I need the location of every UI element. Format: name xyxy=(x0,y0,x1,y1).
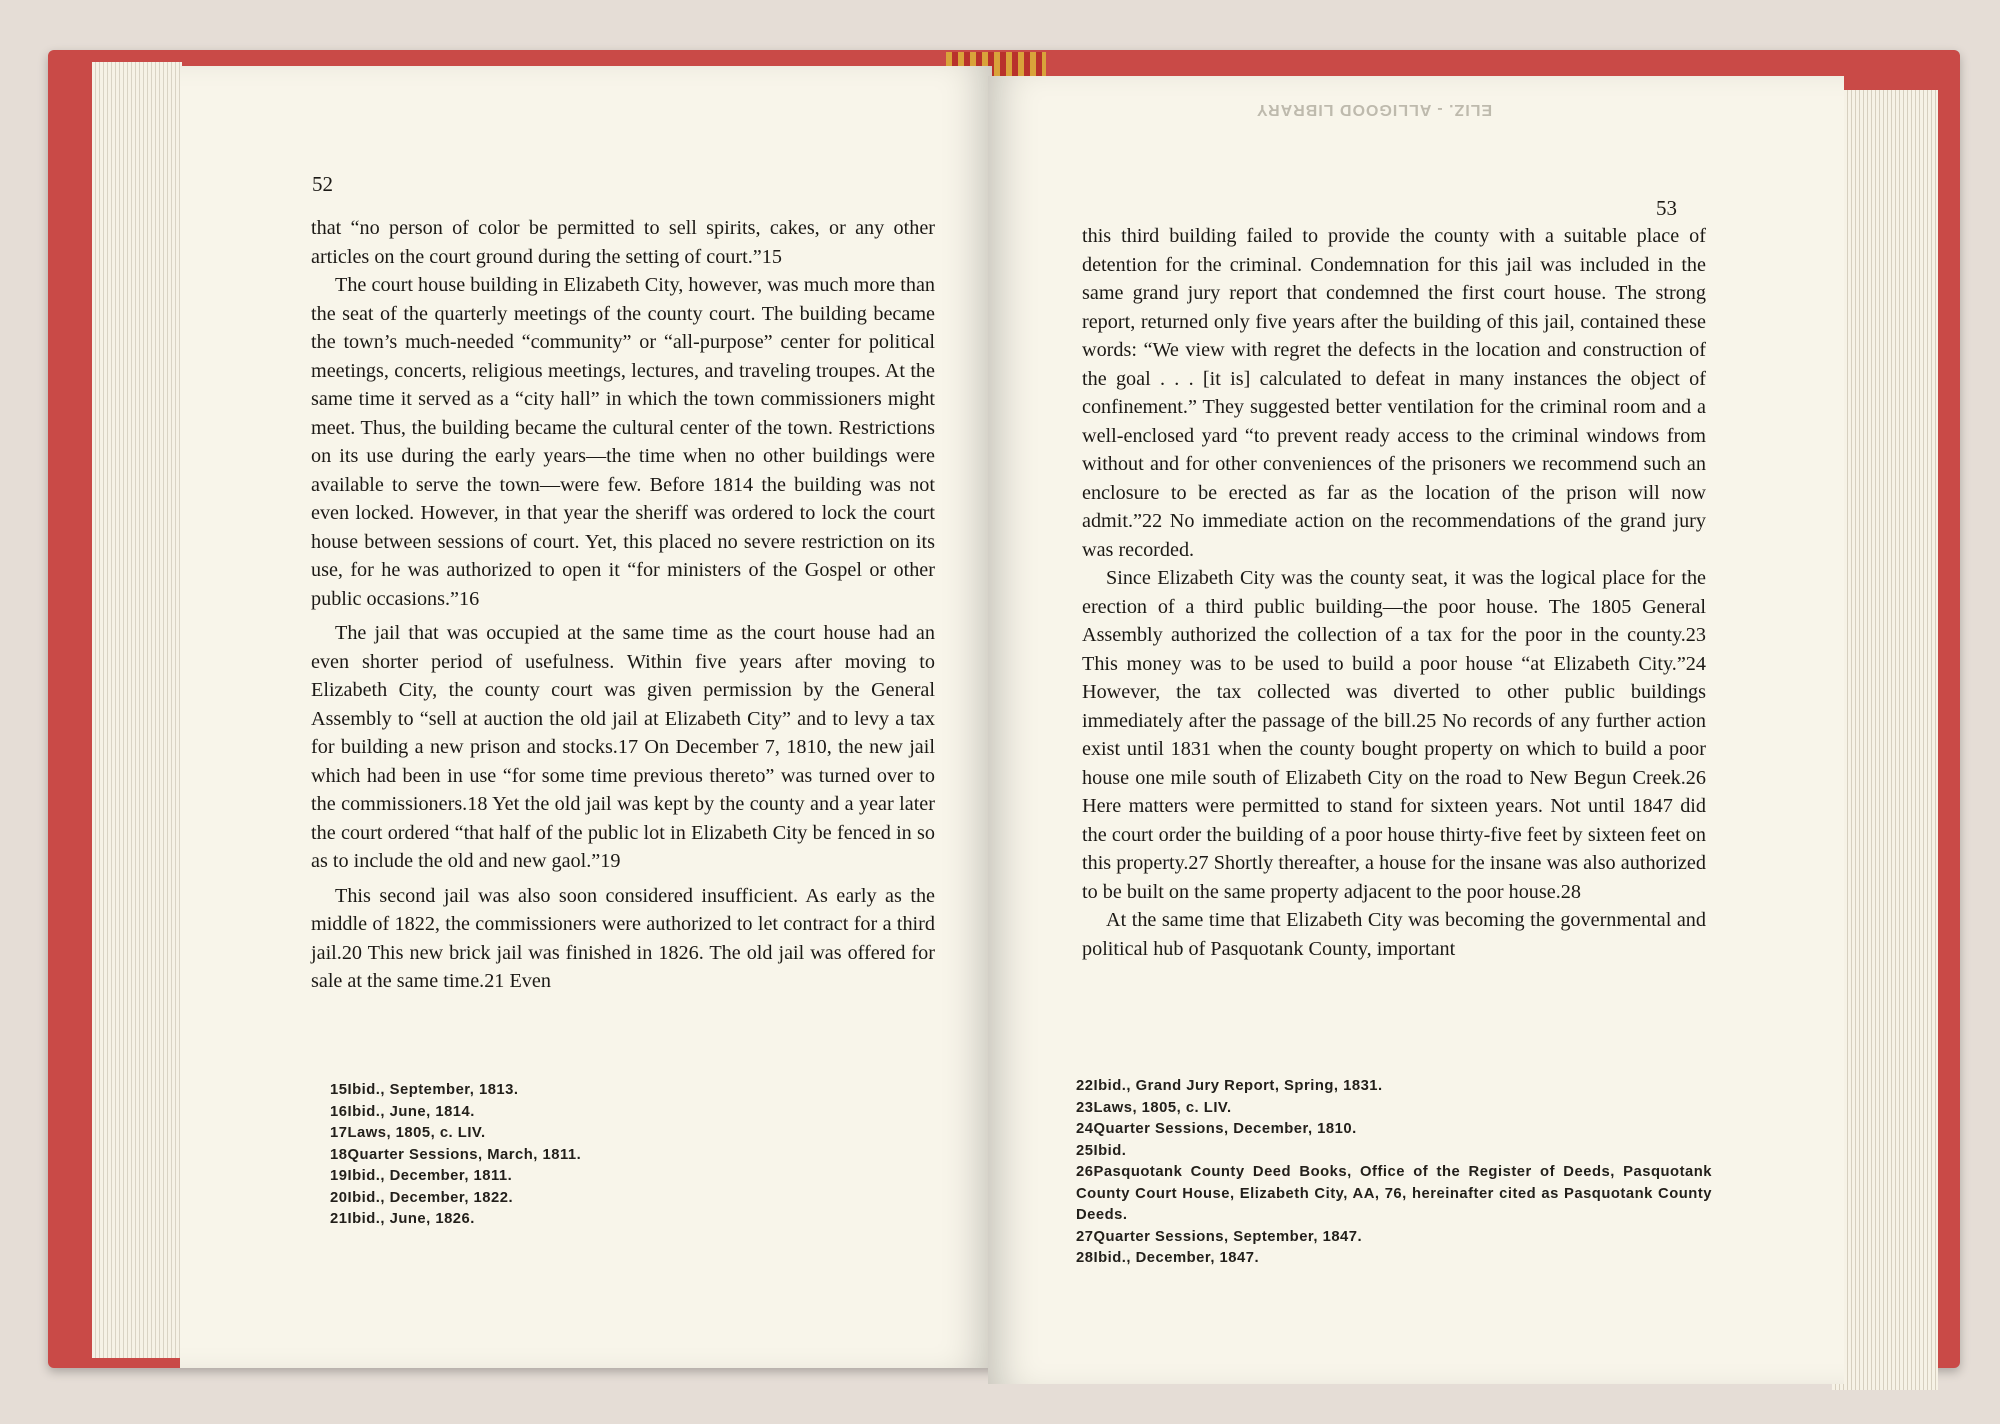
bleed-through-text: ELIZ. - ALLIGOOD LIBRARY xyxy=(1256,101,1493,118)
paragraph: The court house building in Elizabeth City, however, was much more than the seat of the quarterly meetings of the county court. The building became the town’s much-needed “community” or “all-purpose” center for political meetings, concerts, religious meetings, lectures, and traveling troupes. At the same time it served as a “city hall” in which the town commissioners might meet. Thus, the building became the cultural center of the town. Restrictions on its use during the early years—the time when no other buildings were available to serve the town—were few. Before 1814 the building was not even locked. However, in that year the sheriff was ordered to lock the court house between sessions of court. Yet, this placed no severe restriction on its use, for he was authorized to open it “for ministers of the Gospel or other public occasions.”16 xyxy=(311,274,935,610)
footnote: 21Ibid., June, 1826. xyxy=(330,1211,475,1227)
paragraph: Since Elizabeth City was the county seat, it was the logical place for the erection of a third public building—the poor house. The 1805 General Assembly authorized the collection of a tax for the poor in the county.23 This money was to be used to build a poor house “at Elizabeth City.”24 However, the tax collected was diverted to other public buildings immediately after the passage of the bill.25 No records of any further action exist until 1831 when the county bought property on which to build a poor house one mile south of Elizabeth City on the road to New Begun Creek.26 Here matters were permitted to stand for sixteen years. Not until 1847 did the court order the building of a poor house thirty-five feet by sixteen feet on this property.27 Shortly thereafter, a house for the insane was also authorized to be built on the same property adjacent to the poor house.28 xyxy=(1082,567,1706,903)
footnote: 16Ibid., June, 1814. xyxy=(330,1103,475,1120)
body-text xyxy=(1082,222,1706,963)
footnote: 19Ibid., December, 1811. xyxy=(330,1168,513,1184)
footnote: 22Ibid., Grand Jury Report, Spring, 1831. xyxy=(1076,1078,1383,1094)
paragraph: The jail that was occupied at the same time as the court house had an even shorter period of usefulness. Within five years after moving to Elizabeth City, the county court was given permission by the General Assembly to “sell at auction the old jail at Elizabeth City” and to levy a tax for building a new prison and stocks.17 On December 7, 1810, the new jail which had been in use “for some time previous thereto” was turned over to the commissioners.18 Yet the old jail was kept by the county and a year later the court ordered “that half of the public lot in Elizabeth City be fenced in so as to include the old and new gaol.”19 xyxy=(311,622,935,872)
footnote: 18Quarter Sessions, March, 1811. xyxy=(330,1146,582,1163)
page-number: 52 xyxy=(312,172,333,196)
footnote: 27Quarter Sessions, September, 1847. xyxy=(1076,1228,1363,1245)
footnote: 25Ibid. xyxy=(1076,1142,1127,1159)
left-page xyxy=(180,66,992,1368)
footnote: 23Laws, 1805, c. LIV. xyxy=(1076,1099,1232,1116)
footnotes xyxy=(1076,1076,1712,1270)
footnote: 15Ibid., September, 1813. xyxy=(330,1082,519,1098)
footnote: 26Pasquotank County Deed Books, Office of the Register of Deeds, Pasquotank County Court House, Elizabeth City, AA, 76, hereinafter cited as Pasquotank County Deeds. xyxy=(1076,1164,1712,1223)
right-page xyxy=(988,76,1844,1384)
footnotes xyxy=(330,1080,950,1231)
paragraph: At the same time that Elizabeth City was becoming the governmental and political hub of Pasquotank County, important xyxy=(1082,909,1706,960)
page-edges-left xyxy=(92,62,182,1358)
body-text xyxy=(311,214,935,996)
footnote: 17Laws, 1805, c. LIV. xyxy=(330,1125,486,1141)
footnote: 28Ibid., December, 1847. xyxy=(1076,1250,1260,1266)
footnote: 24Quarter Sessions, December, 1810. xyxy=(1076,1121,1357,1137)
paragraph: that “no person of color be permitted to sell spirits, cakes, or any other articles on the court ground during the setting of court.”15 xyxy=(311,217,935,268)
paragraph: This second jail was also soon considered insufficient. As early as the middle of 1822, the commissioners were authorized to let contract for a third jail.20 This new brick jail was finished in 1826. The old jail was offered for sale at the same time.21 Even xyxy=(311,884,935,992)
page-number: 53 xyxy=(1656,196,1677,220)
footnote: 20Ibid., December, 1822. xyxy=(330,1189,514,1206)
page-edges-right xyxy=(1832,90,1938,1390)
paragraph: this third building failed to provide the county with a suitable place of detention for the criminal. Condemnation for this jail was included in the same grand jury report that condemned the first court house. The strong report, returned only five years after the building of this jail, contained these words: “We view with regret the defects in the location and construction of the goal . . . [it is] calculated to defeat in many instances the object of confinement.” They suggested better ventilation for the criminal room and a well-enclosed yard “to prevent ready access to the criminal windows from without and for other conveniences of the prisoners we recommend such an enclosure to be erected as far as the location of the prison will now admit.”22 No immediate action on the recommendations of the grand jury was recorded. xyxy=(1082,225,1706,561)
